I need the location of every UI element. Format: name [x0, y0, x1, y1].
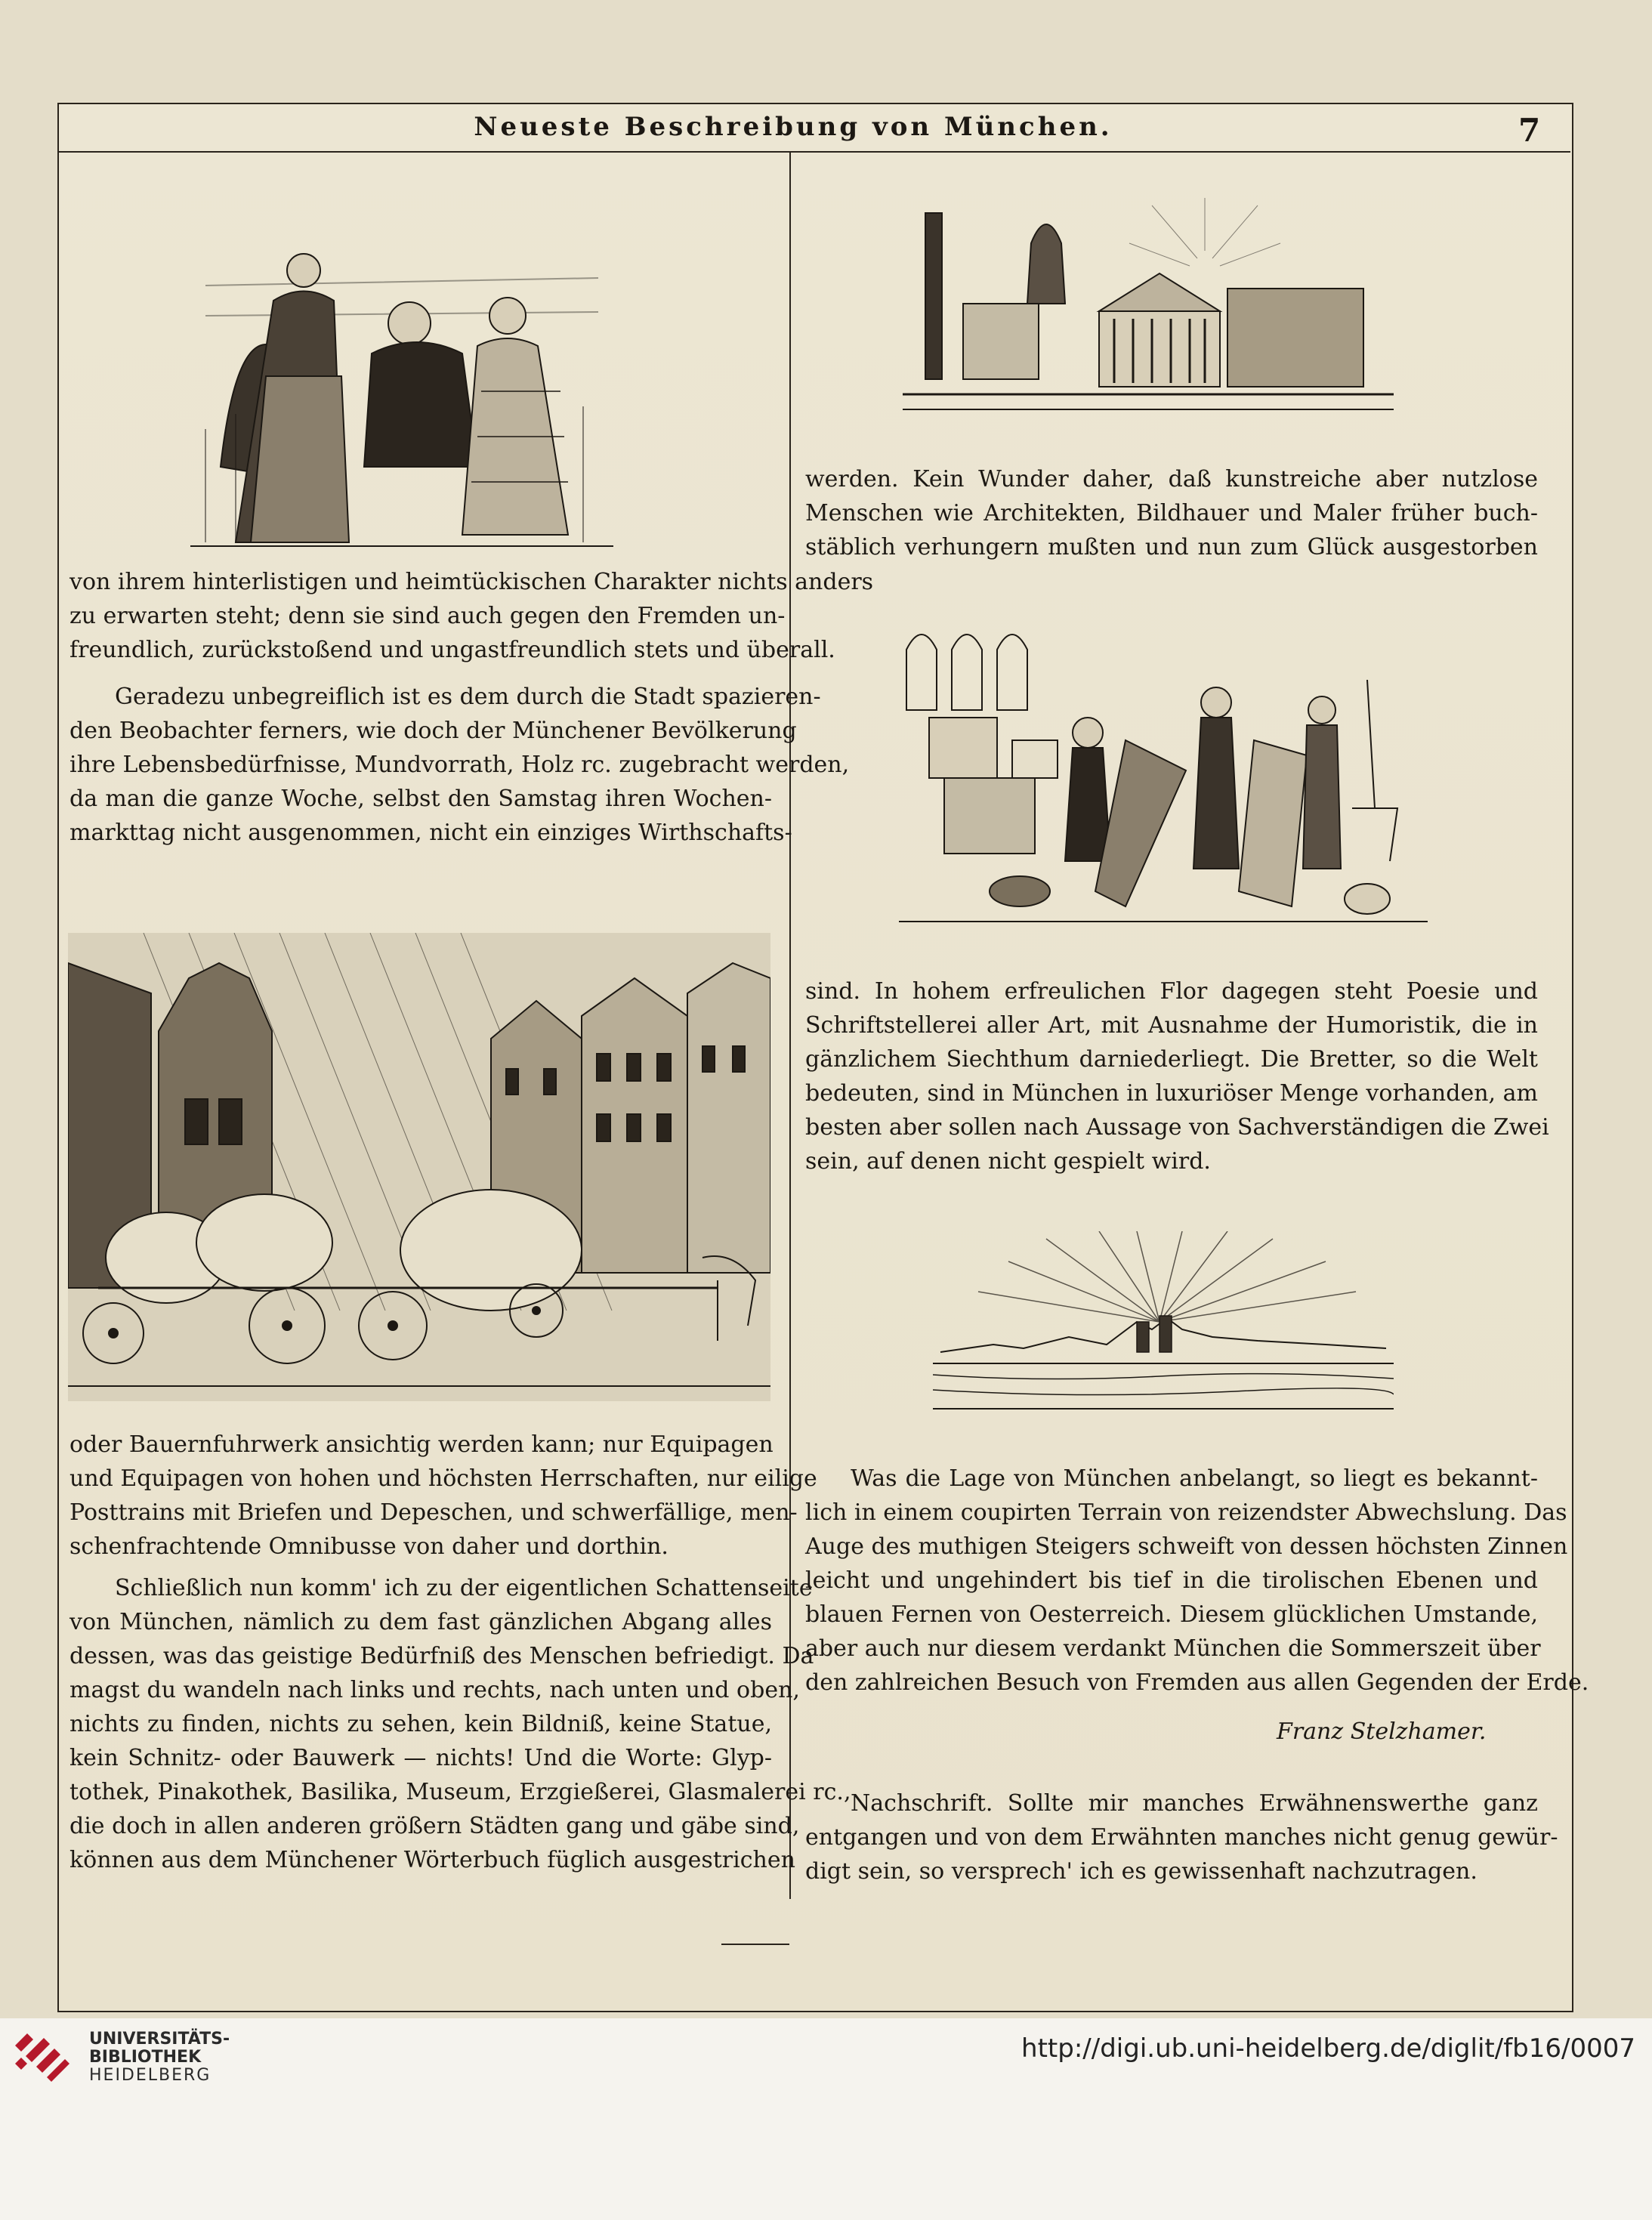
text-line: lich in einem coupirten Terrain von reizendster Abwechslung. Das — [805, 1499, 1567, 1526]
text-line: Schriftstellerei aller Art, mit Ausnahme der Humoristik, die in — [805, 1012, 1538, 1039]
text-line: oder Bauernfuhrwerk ansichtig werden kann; nur Equipagen — [69, 1431, 774, 1458]
text-line: von ihrem hinterlistigen und heimtückischen Charakter nichts anders — [69, 569, 874, 595]
text-line: magst du wandeln nach links und rechts, nach unten und oben, — [69, 1677, 800, 1703]
university-logo-icon — [11, 2023, 74, 2086]
text-line: aber auch nur diesem verdankt München die Sommerszeit über — [805, 1635, 1541, 1662]
text-line: können aus dem Münchener Wörterbuch füglich ausgestrichen — [69, 1847, 795, 1873]
right-text-block-1 — [805, 462, 1538, 564]
page-number: 7 — [1518, 112, 1541, 149]
end-rule — [721, 1944, 789, 1945]
text-line: freundlich, zurückstoßend und ungastfreundlich stets und überall. — [69, 637, 835, 663]
illustration-street-wagons — [68, 933, 770, 1401]
text-line: entgangen und von dem Erwähnten manches nicht genug gewür- — [805, 1824, 1558, 1851]
illustration-theater-audience — [190, 240, 613, 550]
text-line: werden. Kein Wunder daher, daß kunstreiche aber nutzlose — [805, 466, 1538, 492]
text-line: ihre Lebensbedürfnisse, Mundvorrath, Holz rc. zugebracht werden, — [69, 752, 850, 778]
left-text-block-4 — [69, 1571, 851, 1877]
logo-line-1: UNIVERSITÄTS- — [89, 2030, 230, 2049]
logo-line-3: HEIDELBERG — [89, 2066, 212, 2085]
left-text-block-2 — [69, 680, 850, 850]
author-signature: Franz Stelzhamer. — [1277, 1718, 1487, 1745]
running-title: Neueste Beschreibung von München. — [474, 112, 1113, 142]
text-line: sein, auf denen nicht gespielt wird. — [805, 1148, 1211, 1175]
text-line: Nachschrift. Sollte mir manches Erwähnenswerthe ganz — [851, 1790, 1538, 1817]
text-line: kein Schnitz- oder Bauwerk — nichts! Und die Worte: Glyp- — [69, 1745, 772, 1771]
university-logo-text — [89, 2030, 230, 2085]
logo-line-2: BIBLIOTHEK — [89, 2048, 202, 2067]
text-line: Geradezu unbegreiflich ist es dem durch die Stadt spazieren- — [115, 684, 821, 710]
text-line: den zahlreichen Besuch von Fremden aus allen Gegenden der Erde. — [805, 1669, 1589, 1696]
text-line: schenfrachtende Omnibusse von daher und dorthin. — [69, 1533, 669, 1560]
text-line: stäblich verhungern mußten und nun zum Glück ausgestorben — [805, 534, 1538, 560]
left-text-block-3 — [69, 1428, 817, 1564]
text-line: tothek, Pinakothek, Basilika, Museum, Erzgießerei, Glasmalerei rc., — [69, 1779, 851, 1805]
text-line: besten aber sollen nach Aussage von Sachverständigen die Zwei — [805, 1114, 1549, 1141]
right-text-block-2 — [805, 974, 1549, 1178]
text-line: die doch in allen anderen größern Städten gang und gäbe sind, — [69, 1813, 800, 1839]
text-line: nichts zu finden, nichts zu sehen, kein Bildniß, keine Statue, — [69, 1711, 772, 1737]
text-line: zu erwarten steht; denn sie sind auch gegen den Fremden un- — [69, 603, 786, 629]
header-rule — [57, 151, 1570, 153]
text-line: markttag nicht ausgenommen, nicht ein einziges Wirthschafts- — [69, 820, 792, 846]
right-text-block-4 — [805, 1786, 1558, 1888]
column-divider — [789, 153, 791, 1899]
text-line: Auge des muthigen Steigers schweift von dessen höchsten Zinnen — [805, 1533, 1568, 1560]
text-line: leicht und ungehindert bis tief in die tirolischen Ebenen und — [805, 1567, 1538, 1594]
text-line: da man die ganze Woche, selbst den Samstag ihren Wochen- — [69, 786, 772, 812]
right-text-block-3 — [805, 1462, 1589, 1700]
source-url-link[interactable]: http://digi.ub.uni-heidelberg.de/diglit/fb16/0007 — [1021, 2033, 1635, 2064]
text-line: gänzlichem Siechthum darniederliegt. Die Bretter, so die Welt — [805, 1046, 1538, 1073]
text-line: sind. In hohem erfreulichen Flor dagegen steht Poesie und — [805, 978, 1538, 1005]
illustration-propylaea — [903, 198, 1394, 417]
text-line: dessen, was das geistige Bedürfniß des Menschen befriedigt. Da — [69, 1643, 814, 1669]
text-line: und Equipagen von hohen und höchsten Herrschaften, nur eilige — [69, 1465, 817, 1492]
text-line: Posttrains mit Briefen und Depeschen, und schwerfällige, men- — [69, 1499, 798, 1526]
text-line: von München, nämlich zu dem fast gänzlichen Abgang alles — [69, 1609, 772, 1635]
text-line: bedeuten, sind in München in luxuriöser Menge vorhanden, am — [805, 1080, 1538, 1107]
text-line: Schließlich nun komm' ich zu der eigentlichen Schattenseite — [115, 1575, 813, 1601]
text-line: Menschen wie Architekten, Bildhauer und Maler früher buch- — [805, 500, 1538, 526]
text-line: blauen Fernen von Oesterreich. Diesem glücklichen Umstande, — [805, 1601, 1538, 1628]
illustration-artists-carrying-paintings — [899, 619, 1428, 929]
text-line: Was die Lage von München anbelangt, so liegt es bekannt- — [851, 1465, 1538, 1492]
left-text-block-1 — [69, 565, 874, 667]
text-line: digt sein, so versprech' ich es gewissenhaft nachzutragen. — [805, 1858, 1478, 1885]
illustration-skyline-sunburst — [933, 1231, 1394, 1420]
text-line: den Beobachter ferners, wie doch der Münchener Bevölkerung — [69, 718, 797, 744]
